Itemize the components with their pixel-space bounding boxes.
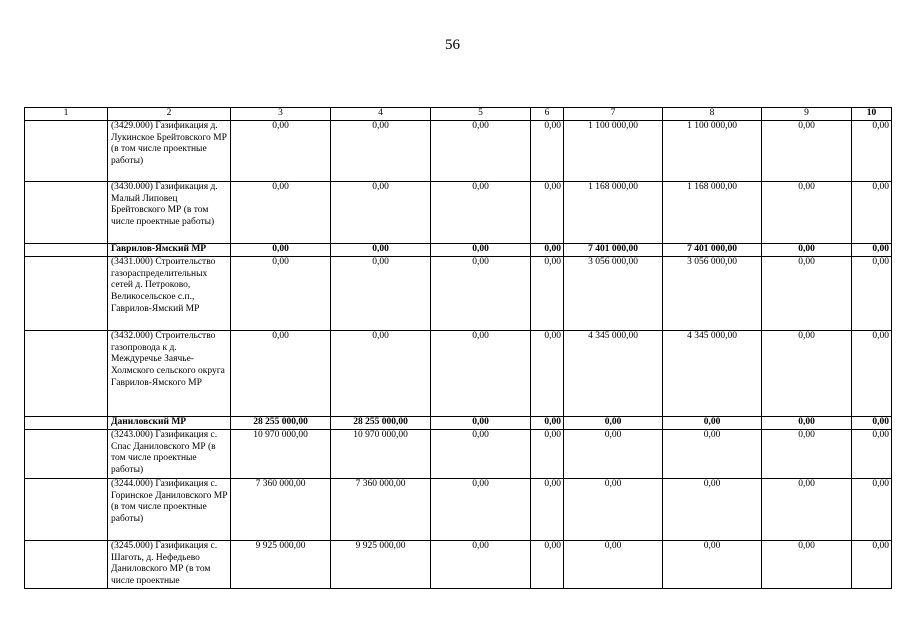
value-cell-col-8: 7 401 000,00 bbox=[663, 244, 762, 257]
value-cell-col-7: 0,00 bbox=[564, 541, 663, 589]
value-cell-col-9: 0,00 bbox=[762, 257, 852, 331]
value-cell-col-9: 0,00 bbox=[762, 244, 852, 257]
table-header-row bbox=[25, 108, 892, 121]
value-cell-col-7: 0,00 bbox=[564, 430, 663, 479]
value-cell-col-9: 0,00 bbox=[762, 417, 852, 430]
cell-col-1 bbox=[25, 541, 108, 589]
value-cell-col-7: 3 056 000,00 bbox=[564, 257, 663, 331]
value-cell-col-3: 0,00 bbox=[231, 331, 331, 417]
table-row bbox=[25, 541, 892, 589]
header-col-5: 5 bbox=[431, 108, 531, 121]
value-cell-col-10: 0,00 bbox=[852, 541, 892, 589]
project-name-cell: (3245.000) Газификация с. Шаготь, д. Нефедьево Даниловского МР (в том числе проектные bbox=[108, 541, 231, 589]
table-row bbox=[25, 121, 892, 182]
value-cell-col-10: 0,00 bbox=[852, 244, 892, 257]
header-col-10: 10 bbox=[852, 108, 892, 121]
value-cell-col-5: 0,00 bbox=[431, 182, 531, 244]
project-name-cell: (3243.000) Газификация с. Спас Даниловского МР (в том числе проектные работы) bbox=[108, 430, 231, 479]
value-cell-col-6: 0,00 bbox=[531, 182, 564, 244]
value-cell-col-3: 0,00 bbox=[231, 121, 331, 182]
table-summary-row bbox=[25, 417, 892, 430]
project-name-cell: (3244.000) Газификация с. Горинское Даниловского МР (в том числе проектные работы) bbox=[108, 479, 231, 541]
value-cell-col-4: 10 970 000,00 bbox=[331, 430, 431, 479]
value-cell-col-5: 0,00 bbox=[431, 121, 531, 182]
value-cell-col-8: 0,00 bbox=[663, 479, 762, 541]
cell-col-1 bbox=[25, 182, 108, 244]
header-col-1: 1 bbox=[25, 108, 108, 121]
value-cell-col-9: 0,00 bbox=[762, 541, 852, 589]
value-cell-col-6: 0,00 bbox=[531, 541, 564, 589]
value-cell-col-6: 0,00 bbox=[531, 121, 564, 182]
value-cell-col-10: 0,00 bbox=[852, 257, 892, 331]
value-cell-col-10: 0,00 bbox=[852, 430, 892, 479]
district-name-cell: Даниловский МР bbox=[108, 417, 231, 430]
value-cell-col-10: 0,00 bbox=[852, 121, 892, 182]
cell-col-1 bbox=[25, 244, 108, 257]
value-cell-col-3: 0,00 bbox=[231, 182, 331, 244]
value-cell-col-4: 0,00 bbox=[331, 121, 431, 182]
value-cell-col-10: 0,00 bbox=[852, 331, 892, 417]
value-cell-col-8: 4 345 000,00 bbox=[663, 331, 762, 417]
value-cell-col-8: 3 056 000,00 bbox=[663, 257, 762, 331]
value-cell-col-5: 0,00 bbox=[431, 430, 531, 479]
value-cell-col-3: 28 255 000,00 bbox=[231, 417, 331, 430]
value-cell-col-3: 0,00 bbox=[231, 257, 331, 331]
project-name-cell: (3430.000) Газификация д. Малый Липовец Брейтовского МР (в том числе проектные работы) bbox=[108, 182, 231, 244]
value-cell-col-8: 0,00 bbox=[663, 417, 762, 430]
project-name-cell: (3431.000) Строительство газораспределительных сетей д. Петроково, Великосельское с.п., Гаврилов-Ямский МР bbox=[108, 257, 231, 331]
value-cell-col-4: 0,00 bbox=[331, 331, 431, 417]
table-summary-row bbox=[25, 244, 892, 257]
value-cell-col-9: 0,00 bbox=[762, 430, 852, 479]
value-cell-col-7: 4 345 000,00 bbox=[564, 331, 663, 417]
value-cell-col-7: 7 401 000,00 bbox=[564, 244, 663, 257]
value-cell-col-6: 0,00 bbox=[531, 430, 564, 479]
cell-col-1 bbox=[25, 417, 108, 430]
value-cell-col-5: 0,00 bbox=[431, 541, 531, 589]
project-name-cell: (3432.000) Строительство газопровода к д. Междуречье Заячье-Холмского сельского округа Гаврилов-Ямского МР bbox=[108, 331, 231, 417]
budget-table bbox=[24, 107, 892, 589]
value-cell-col-9: 0,00 bbox=[762, 121, 852, 182]
value-cell-col-4: 28 255 000,00 bbox=[331, 417, 431, 430]
header-col-6: 6 bbox=[531, 108, 564, 121]
value-cell-col-6: 0,00 bbox=[531, 244, 564, 257]
table-row bbox=[25, 430, 892, 479]
value-cell-col-7: 0,00 bbox=[564, 479, 663, 541]
value-cell-col-8: 1 100 000,00 bbox=[663, 121, 762, 182]
district-name-cell: Гаврилов-Ямский МР bbox=[108, 244, 231, 257]
value-cell-col-4: 0,00 bbox=[331, 244, 431, 257]
value-cell-col-4: 7 360 000,00 bbox=[331, 479, 431, 541]
table-row bbox=[25, 257, 892, 331]
value-cell-col-3: 7 360 000,00 bbox=[231, 479, 331, 541]
header-col-4: 4 bbox=[331, 108, 431, 121]
project-name-cell: (3429.000) Газификация д. Лукинское Брейтовского МР (в том числе проектные работы) bbox=[108, 121, 231, 182]
value-cell-col-3: 0,00 bbox=[231, 244, 331, 257]
cell-col-1 bbox=[25, 430, 108, 479]
value-cell-col-5: 0,00 bbox=[431, 244, 531, 257]
cell-col-1 bbox=[25, 331, 108, 417]
value-cell-col-3: 10 970 000,00 bbox=[231, 430, 331, 479]
value-cell-col-6: 0,00 bbox=[531, 417, 564, 430]
header-col-7: 7 bbox=[564, 108, 663, 121]
value-cell-col-6: 0,00 bbox=[531, 479, 564, 541]
value-cell-col-5: 0,00 bbox=[431, 417, 531, 430]
value-cell-col-8: 0,00 bbox=[663, 541, 762, 589]
value-cell-col-9: 0,00 bbox=[762, 479, 852, 541]
value-cell-col-8: 1 168 000,00 bbox=[663, 182, 762, 244]
value-cell-col-4: 0,00 bbox=[331, 182, 431, 244]
value-cell-col-7: 1 100 000,00 bbox=[564, 121, 663, 182]
value-cell-col-3: 9 925 000,00 bbox=[231, 541, 331, 589]
value-cell-col-5: 0,00 bbox=[431, 479, 531, 541]
cell-col-1 bbox=[25, 479, 108, 541]
value-cell-col-5: 0,00 bbox=[431, 331, 531, 417]
table-row bbox=[25, 479, 892, 541]
cell-col-1 bbox=[25, 257, 108, 331]
value-cell-col-5: 0,00 bbox=[431, 257, 531, 331]
value-cell-col-7: 1 168 000,00 bbox=[564, 182, 663, 244]
header-col-3: 3 bbox=[231, 108, 331, 121]
value-cell-col-10: 0,00 bbox=[852, 479, 892, 541]
value-cell-col-6: 0,00 bbox=[531, 331, 564, 417]
value-cell-col-9: 0,00 bbox=[762, 331, 852, 417]
value-cell-col-7: 0,00 bbox=[564, 417, 663, 430]
value-cell-col-6: 0,00 bbox=[531, 257, 564, 331]
cell-col-1 bbox=[25, 121, 108, 182]
table-row bbox=[25, 331, 892, 417]
header-col-2: 2 bbox=[108, 108, 231, 121]
table-row bbox=[25, 182, 892, 244]
value-cell-col-4: 0,00 bbox=[331, 257, 431, 331]
value-cell-col-10: 0,00 bbox=[852, 182, 892, 244]
value-cell-col-10: 0,00 bbox=[852, 417, 892, 430]
value-cell-col-8: 0,00 bbox=[663, 430, 762, 479]
header-col-8: 8 bbox=[663, 108, 762, 121]
value-cell-col-4: 9 925 000,00 bbox=[331, 541, 431, 589]
value-cell-col-9: 0,00 bbox=[762, 182, 852, 244]
page-number: 56 bbox=[445, 37, 460, 53]
header-col-9: 9 bbox=[762, 108, 852, 121]
